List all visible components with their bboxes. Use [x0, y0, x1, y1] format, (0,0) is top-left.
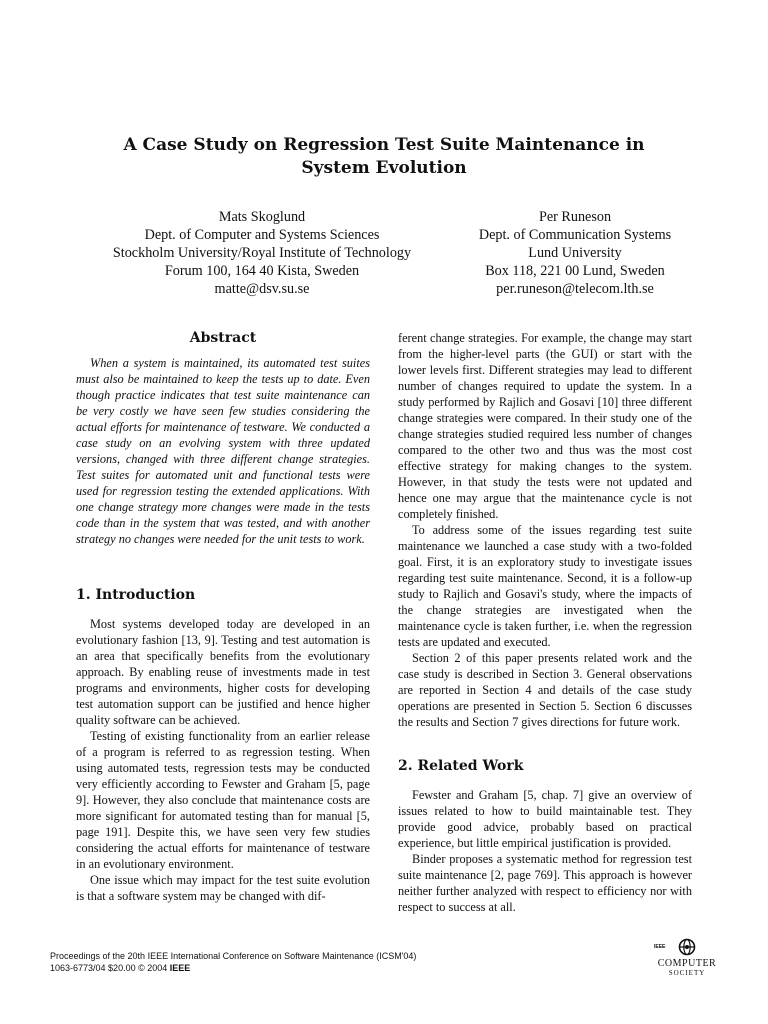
footer-copyright [50, 962, 416, 974]
author-affiliation-line: Forum 100, 164 40 Kista, Sweden [164, 263, 360, 279]
right-column [398, 330, 692, 915]
footer-proceedings: Proceedings of the 20th IEEE International Conference on Software Maintenance (ICSM'04) [50, 951, 417, 961]
section-heading-related-work: 2. Related Work [398, 758, 524, 774]
author-name: Mats Skoglund [218, 209, 306, 225]
footer [50, 950, 416, 974]
paragraph-continuation: ferent change strategies. For example, the change may start from the higher-level parts (the GUI) or start with the lower levels first. Different strategies may lead to different number of changes required to update the system. In a study performed by Rajlich and Gosavi [10] three different change strategies were compared. In their study one of the change strategies studied required less number of changes compared to the other two and thus was the most cost effective strategy for making changes to the system. However, in that study the tests were not updated and hence one may argue that the maintenance cycle is not completely finished. [398, 331, 692, 521]
author-affiliation-line: Lund University [528, 245, 622, 261]
logo-pre-label: IEEE [654, 944, 666, 950]
footer-issn: 1063-6773/04 $20.00 © 2004 [50, 963, 168, 973]
paragraph: Fewster and Graham [5, chap. 7] give an overview of issues related to how to build maintainable test. They provide good advice, probably based on practical experience, but little empirical justification is provided. [398, 788, 692, 850]
section-heading-introduction: 1. Introduction [76, 587, 196, 603]
author-block-2 [440, 208, 710, 298]
logo-word-computer: COMPUTER [657, 958, 717, 969]
ieee-computer-society-logo [642, 934, 732, 984]
paper-title: A Case Study on Regression Test Suite Maintenance in System Evolution [123, 135, 645, 178]
logo-word-society: SOCIETY [668, 969, 706, 977]
abstract-heading: Abstract [189, 330, 257, 346]
footer-ieee: IEEE [169, 963, 191, 973]
author-email: matte@dsv.su.se [214, 281, 310, 297]
paragraph: Most systems developed today are developed in an evolutionary fashion [13, 9]. Testing and test automation is an area that specifically benefits from the evolutionary approach. By enabling reuse of investments made in test programs and environments, higher costs for developing test automation support can be justified and hence higher quality software can be achieved. [76, 617, 370, 727]
author-block-1 [92, 208, 432, 298]
author-name: Per Runeson [538, 209, 612, 225]
author-affiliation-line: Stockholm University/Royal Institute of Technology [112, 245, 412, 261]
paragraph: Section 2 of this paper presents related work and the case study is described in Section 3. General observations are reported in Section 4 and details of the case study operations are presented in Section 5. Section 6 discusses the results and Section 7 gives directions for future work. [398, 651, 692, 729]
author-affiliation-line: Box 118, 221 00 Lund, Sweden [485, 263, 665, 279]
paragraph: Binder proposes a systematic method for regression test suite maintenance [2, page 769]. This approach is however neither further analyzed with respect to efficiency nor with respect to success at all. [398, 852, 692, 914]
paragraph: To address some of the issues regarding test suite maintenance we launched a case study with a two-folded goal. First, it is an exploratory study to investigate issues regarding test suite maintenance. Second, it is a follow-up study to Rajlich and Gosavi's study, where the impacts of the change strategies are investigated when the maintenance cycle is taken further, i.e. when the regression tests are updated and executed. [398, 523, 692, 649]
paragraph: Testing of existing functionality from an earlier release of a program is referred to as regression testing. When using automated tests, regression tests may be conducted very efficiently according to Fewster and Graham [5, page 9]. However, they also conclude that maintenance costs are more significant for automated testing than for manual [5, page 191]. Despite this, we have seen very few studies considering the actual efforts for maintenance of testware in an evolutionary environment. [76, 729, 370, 871]
abstract-text: When a system is maintained, its automated test suites must also be maintained to keep the tests up to date. Even though practice indicates that test suite maintenance can be very costly we have seen few studies considering the actual efforts for maintenance of testware. We conducted a case study on an evolving system with three updated versions, changed with three different change strategies. Test suites for automated unit and functional tests were used for regression testing the extended applications. With one change strategy more changes were made in the tests code than in the system that was tested, and with another strategy no changes were needed for the unit tests to work. [76, 356, 370, 546]
author-email: per.runeson@telecom.lth.se [496, 281, 654, 297]
ieee-cs-globe-icon [678, 938, 696, 956]
author-affiliation-line: Dept. of Computer and Systems Sciences [144, 227, 380, 243]
left-column [76, 330, 370, 904]
paragraph: One issue which may impact for the test suite evolution is that a software system may be changed with dif- [76, 873, 370, 903]
author-affiliation-line: Dept. of Communication Systems [478, 227, 672, 243]
